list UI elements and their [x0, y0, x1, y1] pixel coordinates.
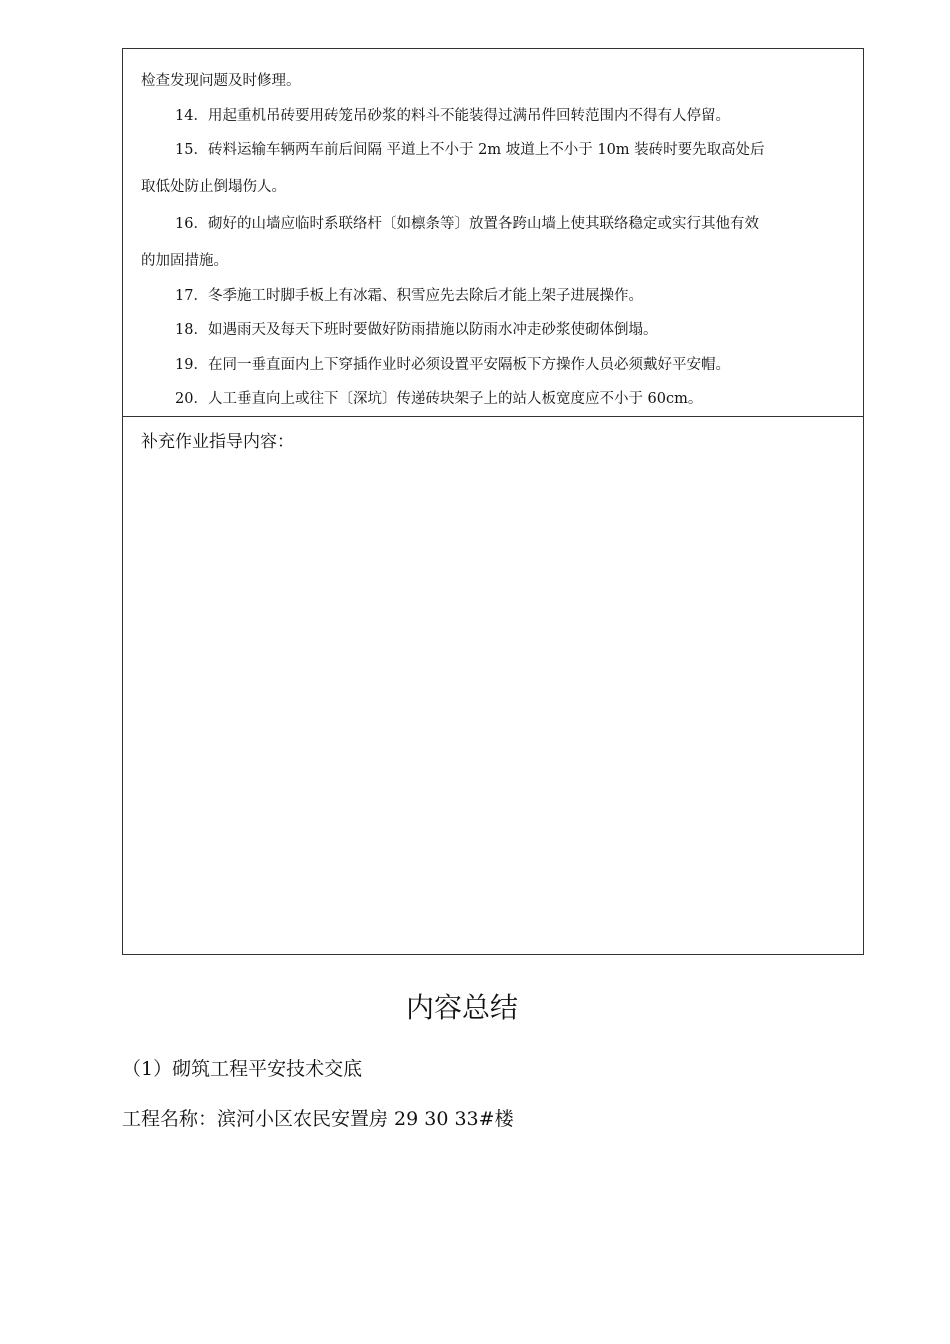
instruction-line: 14．用起重机吊砖要用砖笼吊砂浆的料斗不能装得过满吊件回转范围内不得有人停留。: [175, 107, 730, 124]
instruction-line: 取低处防止倒塌伤人。: [141, 179, 286, 195]
instruction-line: 19．在同一垂直面内上下穿插作业时必须设置平安隔板下方操作人员必须戴好平安帽。: [175, 356, 730, 373]
instructions-cell: [123, 49, 863, 417]
summary-title: 内容总结: [405, 991, 518, 1024]
supplement-cell: [123, 417, 863, 954]
instruction-line: 17．冬季施工时脚手板上有冰霜、积雪应先去除后才能上架子进展操作。: [175, 287, 643, 304]
instruction-line: 检查发现问题及时修理。: [141, 73, 301, 89]
summary-item: （1）砌筑工程平安技术交底: [122, 1058, 363, 1080]
instruction-line: 16．砌好的山墙应临时系联络杆〔如檩条等〕放置各跨山墙上使其联络稳定或实行其他有效: [175, 216, 759, 232]
safety-briefing-table: [122, 48, 864, 955]
instruction-line: 20．人工垂直向上或往下〔深坑〕传递砖块架子上的站人板宽度应不小于 60cm。: [175, 391, 703, 407]
instruction-line: 的加固措施。: [141, 253, 228, 269]
instruction-line: 15．砖料运输车辆两车前后间隔 平道上不小于 2m 坡道上不小于 10m 装砖时要先取高处后: [175, 142, 765, 158]
supplement-label: 补充作业指导内容：: [141, 432, 294, 452]
project-name: 工程名称：滨河小区农民安置房 29 30 33#楼: [122, 1108, 514, 1130]
instruction-line: 18．如遇雨天及每天下班时要做好防雨措施以防雨水冲走砂浆使砌体倒塌。: [175, 322, 658, 338]
